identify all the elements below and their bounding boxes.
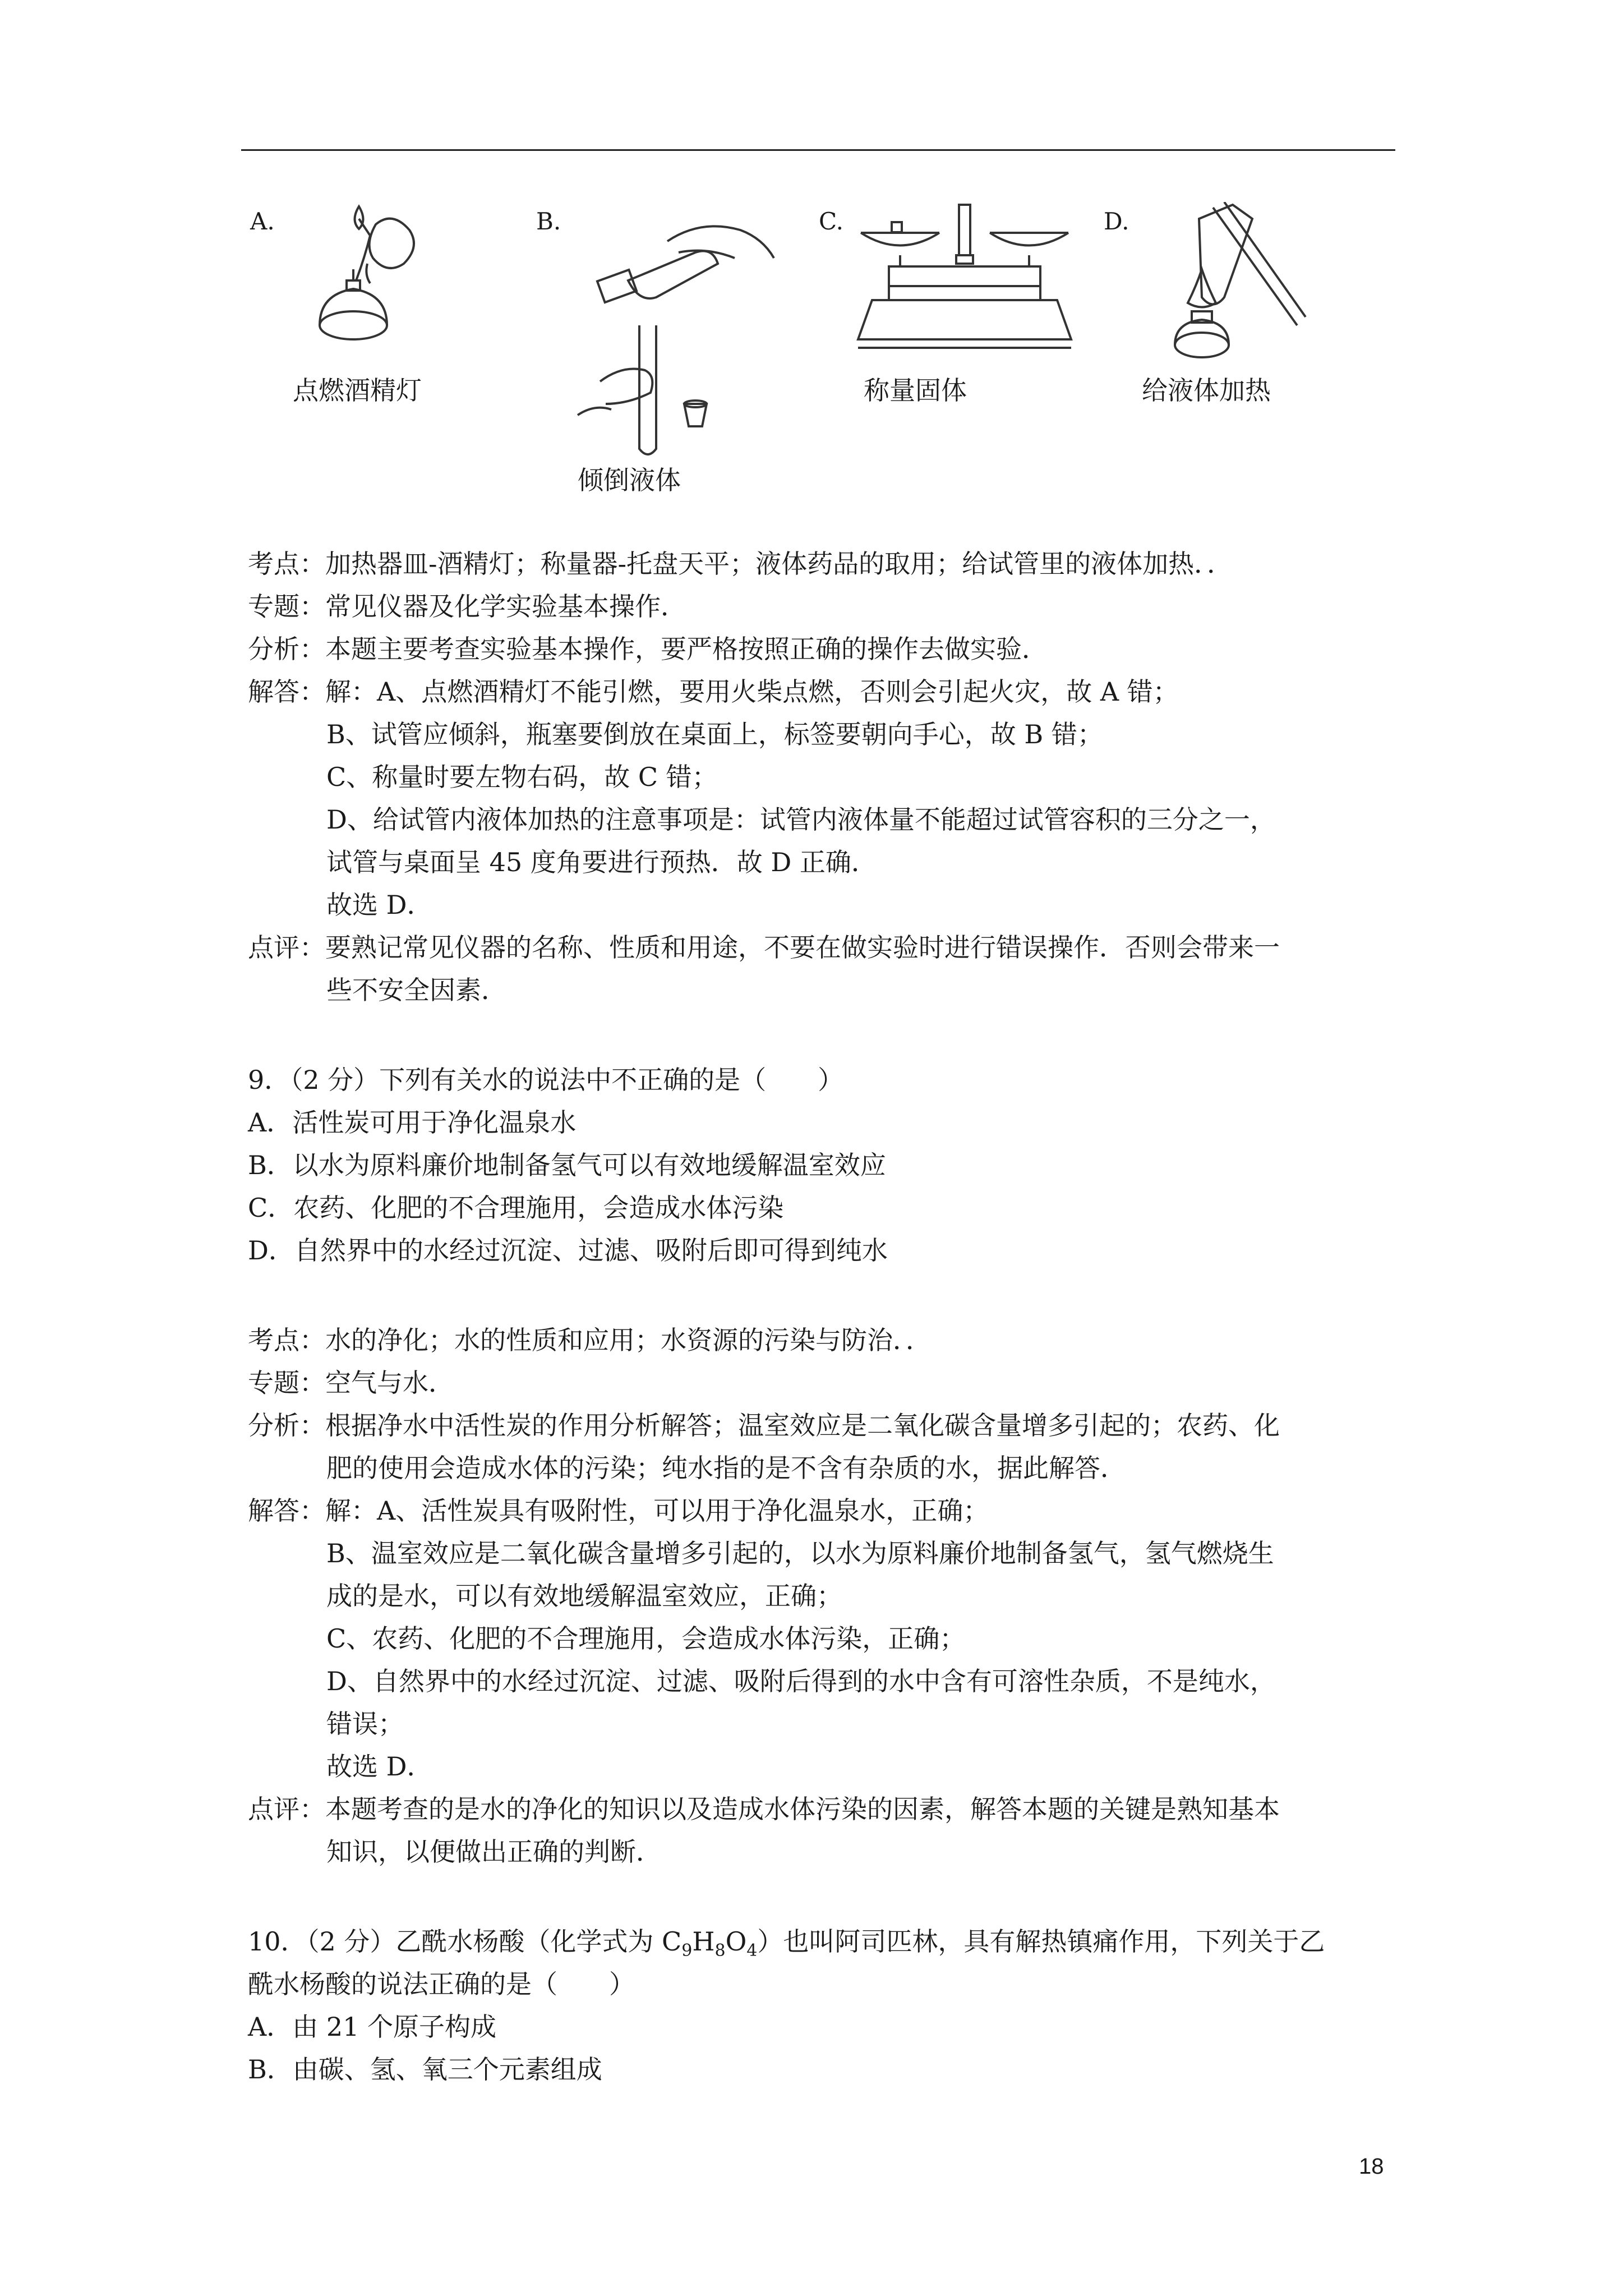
q10-stem-part: H: [692, 1926, 715, 1957]
q9-dianping-line: 知识，以便做出正确的判断．: [326, 1837, 662, 1867]
q10-option: B．由碳、氢、氧三个元素组成: [248, 2054, 602, 2085]
header-rule: [241, 149, 1395, 151]
q8-dianping-line: 些不安全因素．: [326, 975, 507, 1005]
q8-jieda-line: 试管与桌面呈 45 度角要进行预热．故 D 正确．: [326, 847, 877, 877]
q9-jieda-line: C、农药、化肥的不合理施用，会造成水体污染，正确；: [326, 1623, 966, 1654]
q9-dianping-line: 点评：本题考查的是水的净化的知识以及造成水体污染的因素，解答本题的关键是熟知基本: [248, 1794, 1280, 1824]
q8-jieda-line: C、称量时要左物右码，故 C 错；: [326, 762, 718, 792]
pouring-liquid-illustration: [566, 213, 780, 460]
q9-option: D．自然界中的水经过沉淀、过滤、吸附后即可得到纯水: [248, 1235, 888, 1266]
q10-stem-part: 10．（2 分）乙酰水杨酸（化学式为 C: [248, 1926, 682, 1957]
q9-zhuanti: 专题：空气与水．: [248, 1368, 454, 1398]
q9-jieda-line: 成的是水，可以有效地缓解温室效应，正确；: [326, 1581, 842, 1611]
q8-jieda-line: D、给试管内液体加热的注意事项是：试管内液体量不能超过试管容积的三分之一，: [326, 804, 1276, 835]
lighting-alcohol-lamp-illustration: [292, 202, 460, 348]
option-letter: B.: [536, 208, 561, 235]
q8-jieda-line: B、试管应倾斜，瓶塞要倒放在桌面上，标签要朝向手心，故 B 错；: [326, 719, 1103, 749]
q8-jieda-line: 故选 D．: [326, 890, 433, 920]
q9-option: C．农药、化肥的不合理施用，会造成水体污染: [248, 1193, 784, 1223]
option-letter: A.: [250, 208, 275, 235]
balance-scale-illustration: [850, 202, 1085, 370]
q8-fenxi: 分析：本题主要考查实验基本操作，要严格按照正确的操作去做实验．: [248, 634, 1048, 664]
q9-fenxi-line: 肥的使用会造成水体的污染；纯水指的是不含有杂质的水，据此解答．: [326, 1453, 1126, 1483]
q10-stem-line2: 酰水杨酸的说法正确的是（ ）: [248, 1969, 635, 1999]
q9-jieda-line: 错误；: [326, 1709, 404, 1739]
q8-zhuanti: 专题：常见仪器及化学实验基本操作．: [248, 591, 686, 622]
page-number: 18: [1359, 2154, 1384, 2179]
q10-option: A．由 21 个原子构成: [248, 2012, 496, 2042]
q9-jieda-line: 故选 D．: [326, 1751, 433, 1782]
q9-kaodian: 考点：水的净化；水的性质和应用；水资源的污染与防治．．: [248, 1325, 932, 1355]
heating-test-tube-illustration: [1146, 202, 1314, 370]
q9-fenxi-line: 分析：根据净水中活性炭的作用分析解答；温室效应是二氧化碳含量增多引起的；农药、化: [248, 1410, 1280, 1441]
figure-caption: 点燃酒精灯: [293, 375, 422, 406]
option-letter: C.: [819, 208, 843, 235]
option-letter: D.: [1104, 208, 1129, 235]
formula-subscript: 4: [746, 1941, 758, 1961]
q9-jieda-line: D、自然界中的水经过沉淀、过滤、吸附后得到的水中含有可溶性杂质，不是纯水，: [326, 1666, 1276, 1696]
q10-stem-part: ）也叫阿司匹林，具有解热镇痛作用，下列关于乙: [757, 1926, 1325, 1957]
q9-option: B．以水为原料廉价地制备氢气可以有效地缓解温室效应: [248, 1150, 886, 1180]
figure-caption: 称量固体: [864, 375, 967, 406]
formula-subscript: 8: [714, 1941, 726, 1961]
q9-option: A．活性炭可用于净化温泉水: [248, 1107, 577, 1138]
q8-jieda-line: 解答：解：A、点燃酒精灯不能引燃，要用火柴点燃，否则会引起火灾，故 A 错；: [248, 677, 1179, 707]
q10-stem-part: O: [725, 1926, 747, 1957]
figure-caption: 给液体加热: [1142, 375, 1271, 406]
figure-caption: 倾倒液体: [578, 465, 681, 495]
q8-dianping-line: 点评：要熟记常见仪器的名称、性质和用途，不要在做实验时进行错误操作．否则会带来一: [248, 932, 1280, 963]
q9-jieda-line: 解答：解：A、活性炭具有吸附性，可以用于净化温泉水，正确；: [248, 1496, 989, 1526]
q9-stem: 9．（2 分）下列有关水的说法中不正确的是（ ）: [248, 1065, 844, 1095]
q9-jieda-line: B、温室效应是二氧化碳含量增多引起的，以水为原料廉价地制备氢气，氢气燃烧生: [326, 1538, 1274, 1568]
formula-subscript: 9: [681, 1941, 693, 1961]
q8-kaodian: 考点：加热器皿-酒精灯；称量器-托盘天平；液体药品的取用；给试管里的液体加热．．: [248, 549, 1233, 579]
